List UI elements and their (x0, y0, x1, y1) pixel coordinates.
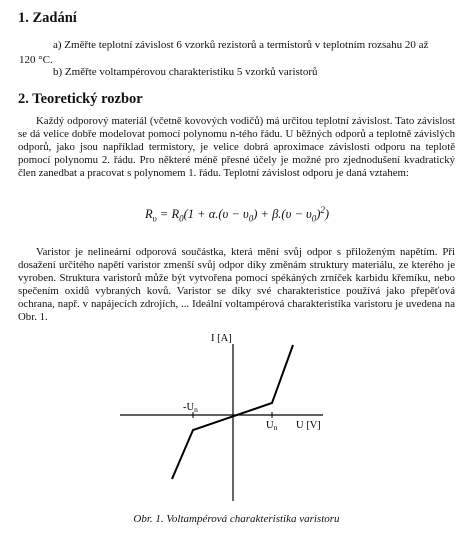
formula-sup: 2 (320, 205, 325, 215)
formula-body2: ) + β.(υ − υ (253, 207, 312, 222)
paragraph-varistor: Varistor je nelineární odporová součástka, která mění svůj odpor s přiloženým napětím. Při dosažení určitého napětí varistor zmenší svůj odpor díky změnám struktury materiálu, ze kterého je vyroben. Struktura varistorů může být vytvořena pomocí spékáných zrníček karbidu křemíku, nebo spečením oxidů vybraných kovů. Varistor se díky své charakteristice používá jako přepěťová ochrana, např. v napájecích zdrojích, ... Ideální voltampérová charakteristika varistoru je uvedena na Obr. 1. (18, 246, 455, 323)
neg-un-label (183, 402, 198, 414)
formula-body3: ) (316, 207, 321, 222)
heading-zadani: 1. Zadání (18, 10, 77, 26)
y-axis-label: I [A] (211, 333, 232, 344)
pos-un-label-sub: n (273, 423, 278, 432)
figure-caption: Obr. 1. Voltampérová charakteristika varistoru (133, 513, 340, 525)
x-axis-label: U [V] (296, 420, 321, 431)
formula-body1: (1 + α.(υ − υ (183, 207, 249, 222)
formula-lhs: R (145, 207, 153, 222)
heading-teoreticky-rozbor: 2. Teoretický rozbor (18, 91, 143, 107)
formula-lhs-sub: υ (152, 213, 157, 224)
pos-un-label-text: U (266, 420, 274, 431)
task-a: a) Změřte teplotní závislost 6 vzorků rezistorů a termistorů v teplotním rozsahu 20 až (53, 39, 429, 51)
formula-sub1: 0 (248, 213, 254, 224)
formula-equals: = (156, 207, 172, 222)
neg-un-label-sub: n (194, 405, 198, 414)
formula-r0: R (171, 207, 180, 222)
neg-un-label-text: -U (183, 402, 195, 413)
task-b: b) Změřte voltampérovou charakteristiku 5 vzorků varistorů (53, 66, 318, 78)
paragraph-resistance-temperature: Každý odporový materiál (včetně kovových vodičů) má určitou teplotní závislost. Tato závislost se dá velice dobře modelovat pomocí polynomu n-tého řádu. U běžných odporů a teplotně závislých odporů, jako jsou například termistory, je velice dobrá aproximace závislosti odporu na teplotě pomocí polynomu 2. řádu. Pro některé méně přesné účely je možné pro zjednodušení kvadratický člen zanedbat a pracovat s polynomem 1. řádu. Teplotní závislost odporu je daná vztahem: (18, 115, 455, 179)
formula-sub2: 0 (311, 213, 317, 224)
task-a-continuation: 120 °C. (19, 54, 53, 66)
pos-un-label (266, 420, 278, 432)
formula-close: ) (324, 207, 330, 222)
formula-r0-sub: 0 (179, 213, 184, 224)
